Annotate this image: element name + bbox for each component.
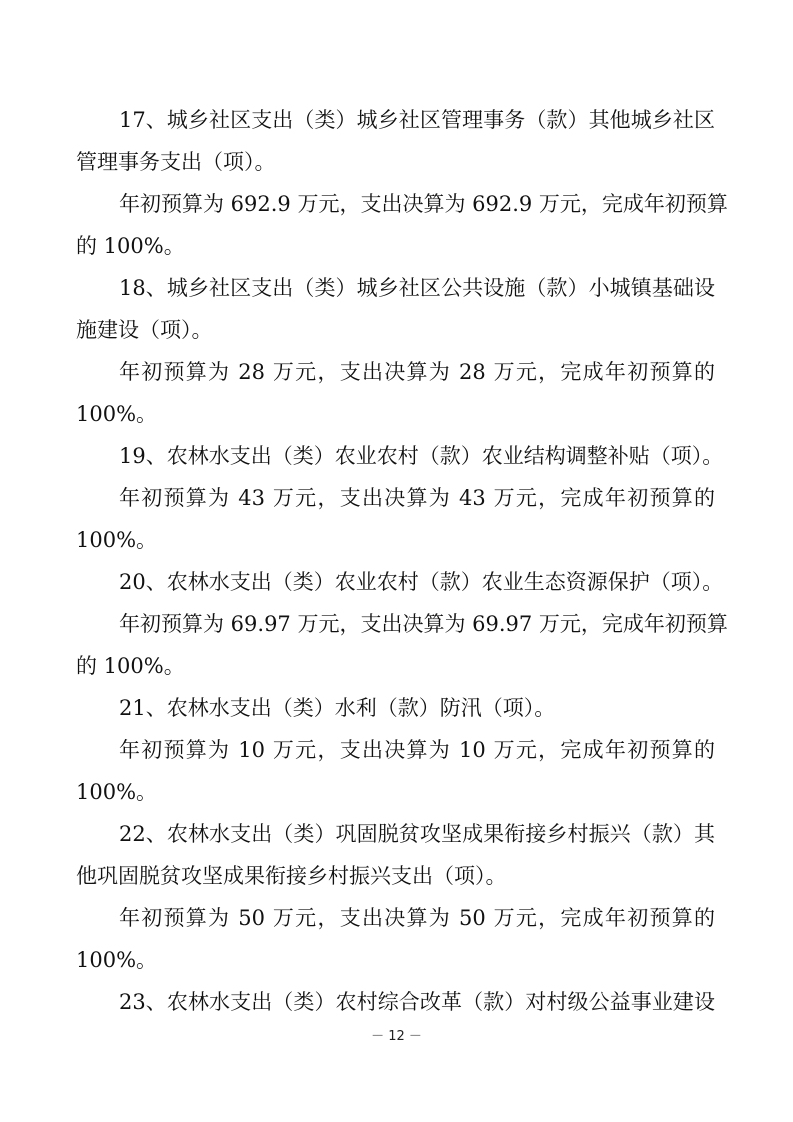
- item-20-budget-line-1: 年初预算为 69.97 万元，支出决算为 69.97 万元，完成年初预算: [119, 612, 728, 636]
- item-17-budget-line-2: 的 100%。: [76, 234, 185, 258]
- item-20-budget-line-2: 的 100%。: [76, 654, 185, 678]
- item-21-heading: 21、农林水支出（类）水利（款）防汛（项）。: [119, 696, 556, 720]
- page-number: － 12 －: [371, 1029, 422, 1044]
- item-22-budget-line-1: 年初预算为 50 万元，支出决算为 50 万元，完成年初预算的: [119, 906, 715, 930]
- item-19-budget-line-2: 100%。: [76, 528, 158, 552]
- item-21-budget-line-1: 年初预算为 10 万元，支出决算为 10 万元，完成年初预算的: [119, 738, 715, 762]
- item-19-heading: 19、农林水支出（类）农业农村（款）农业结构调整补贴（项）。: [119, 444, 724, 468]
- item-17-budget-line-1: 年初预算为 692.9 万元，支出决算为 692.9 万元，完成年初预算: [119, 192, 728, 216]
- item-23-heading-line-1: 23、农林水支出（类）农村综合改革（款）对村级公益事业建设: [119, 990, 715, 1014]
- item-18-heading-line-1: 18、城乡社区支出（类）城乡社区公共设施（款）小城镇基础设: [119, 276, 715, 300]
- item-22-heading-line-2: 他巩固脱贫攻坚成果衔接乡村振兴支出（项）。: [76, 864, 507, 888]
- item-18-budget-line-2: 100%。: [76, 402, 158, 426]
- item-21-budget-line-2: 100%。: [76, 780, 158, 804]
- item-18-heading-line-2: 施建设（项）。: [76, 318, 213, 342]
- item-18-budget-line-1: 年初预算为 28 万元，支出决算为 28 万元，完成年初预算的: [119, 360, 715, 384]
- item-22-heading-line-1: 22、农林水支出（类）巩固脱贫攻坚成果衔接乡村振兴（款）其: [119, 822, 715, 846]
- item-19-budget-line-1: 年初预算为 43 万元，支出决算为 43 万元，完成年初预算的: [119, 486, 715, 510]
- item-20-heading: 20、农林水支出（类）农业农村（款）农业生态资源保护（项）。: [119, 570, 724, 594]
- item-17-heading-line-1: 17、城乡社区支出（类）城乡社区管理事务（款）其他城乡社区: [119, 108, 715, 132]
- item-22-budget-line-2: 100%。: [76, 948, 158, 972]
- item-17-heading-line-2: 管理事务支出（项）。: [76, 150, 276, 174]
